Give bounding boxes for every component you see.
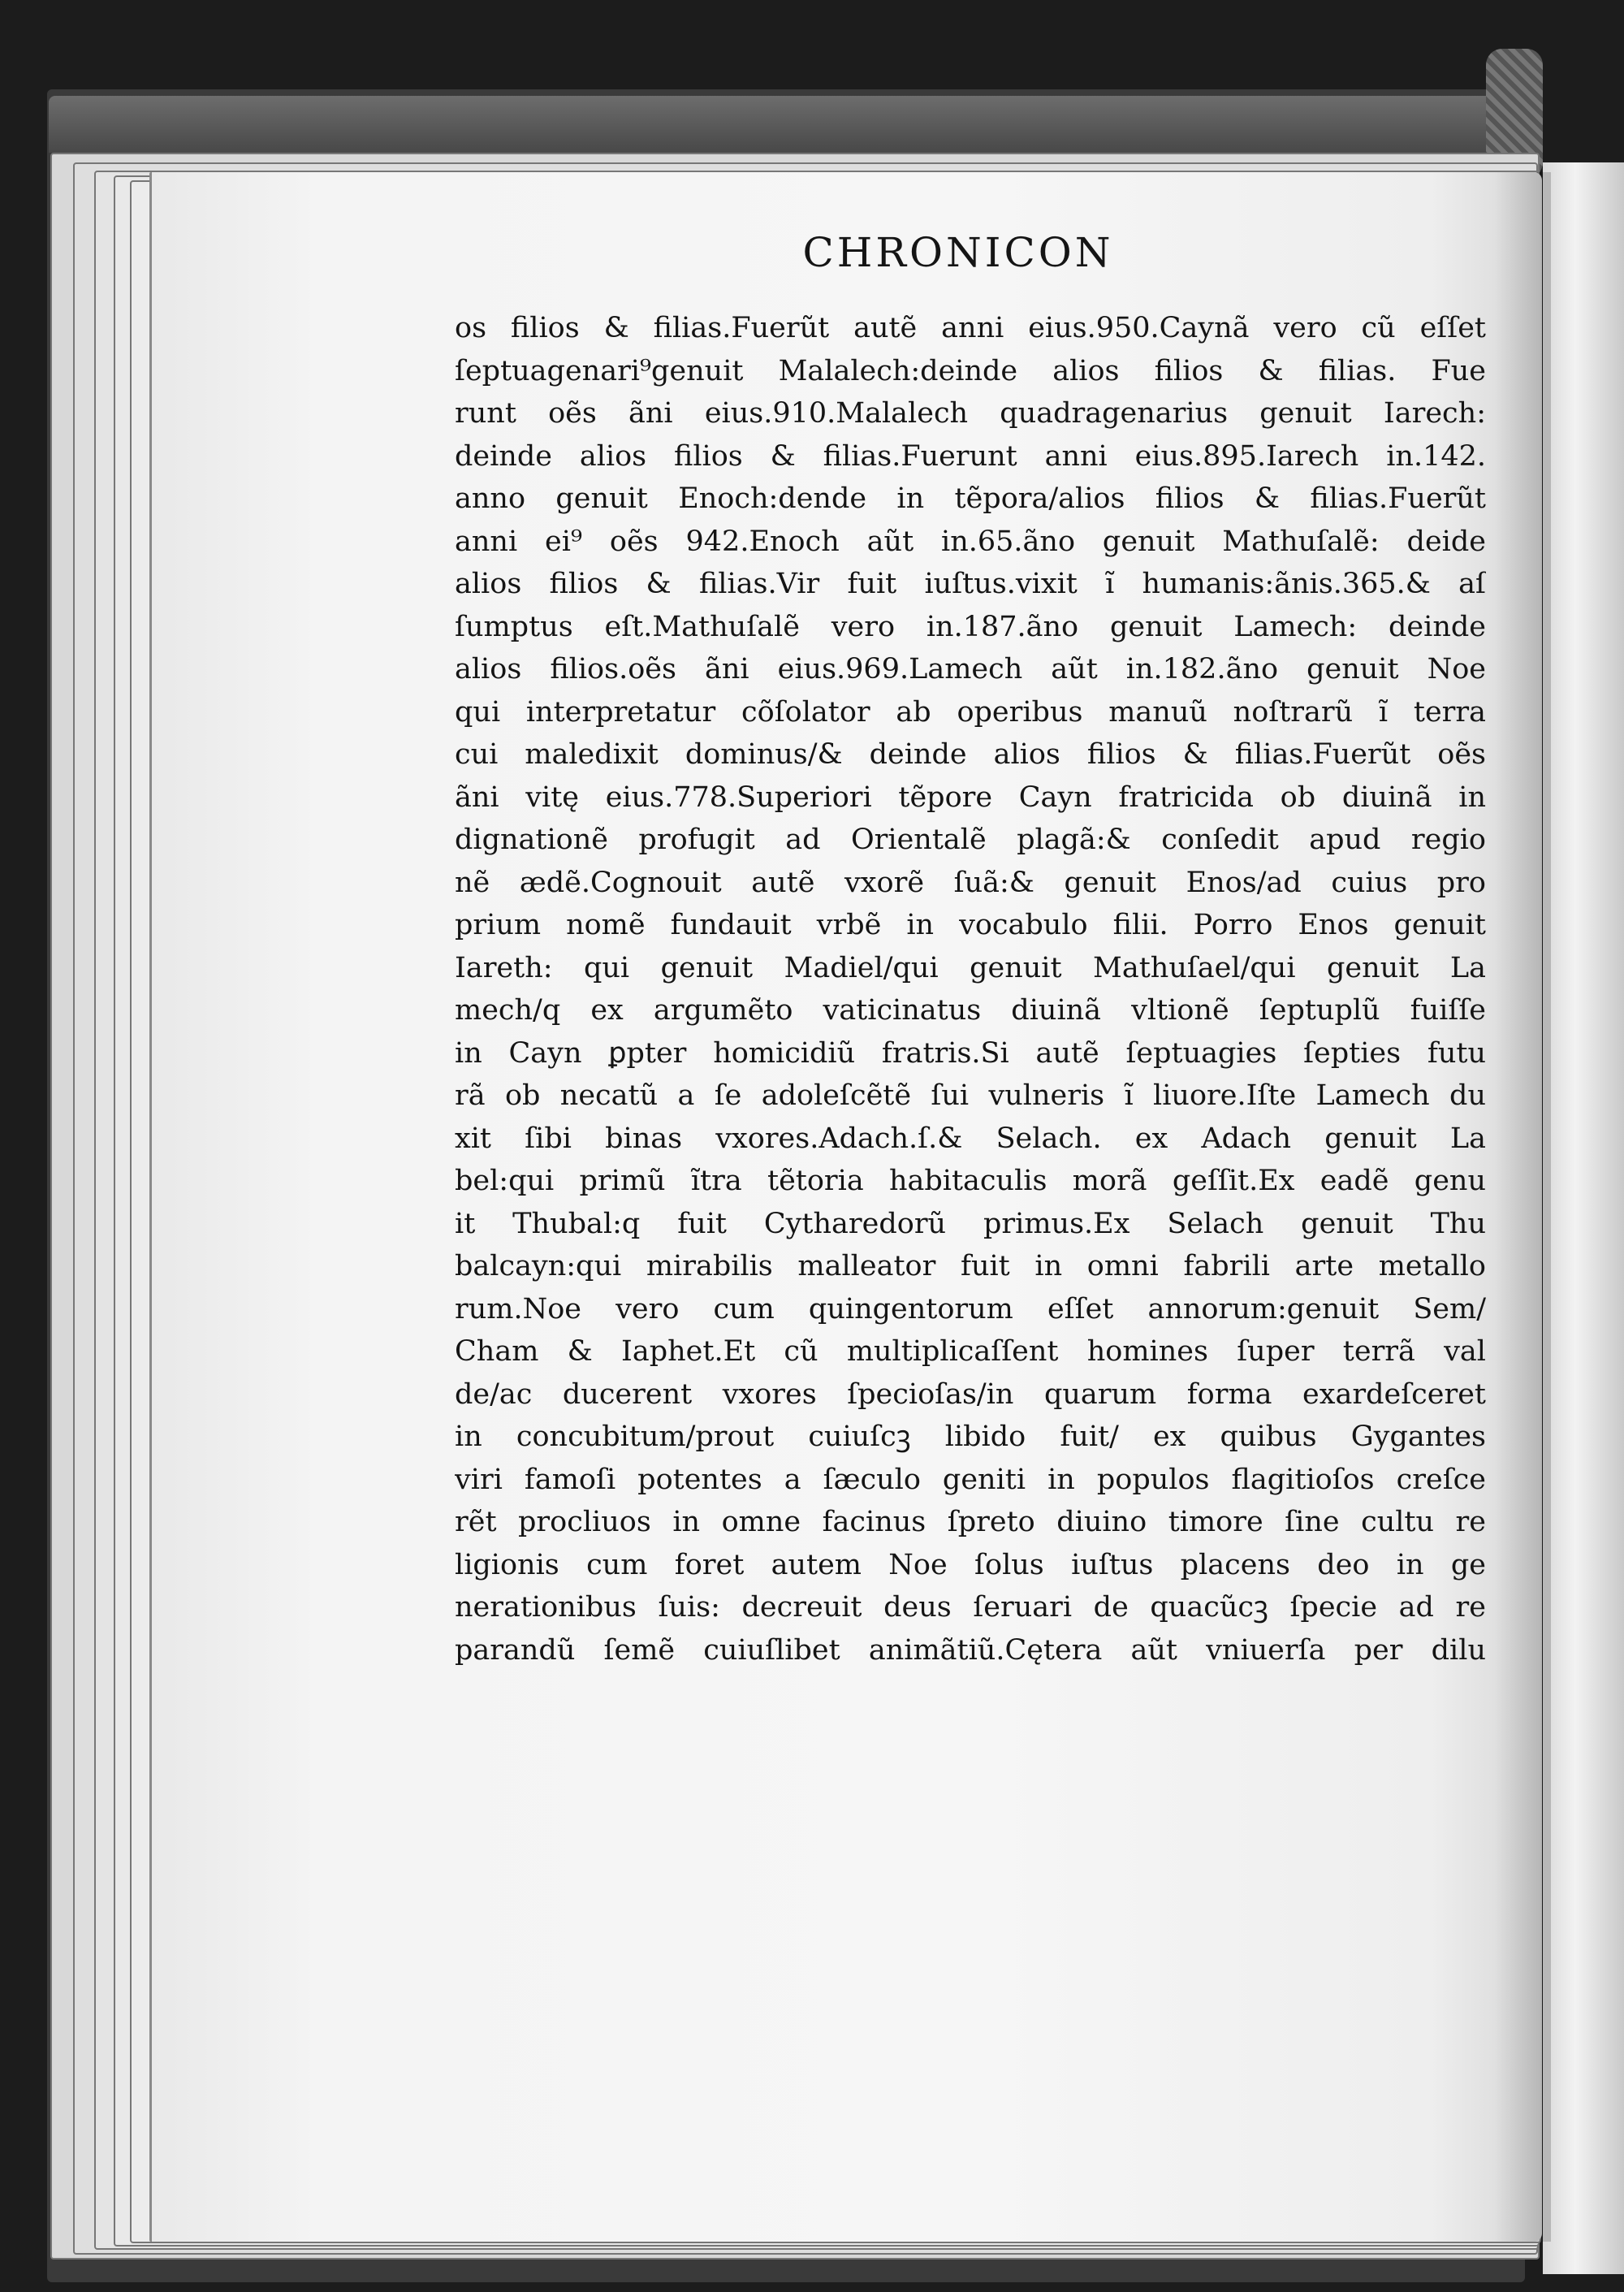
text-block <box>455 307 1486 1671</box>
text-line: balcayn:qui mirabilis malleator fuit in omni fabrili arte metallo <box>455 1250 1486 1282</box>
running-head: CHRONICON <box>802 229 1114 276</box>
text-line: cui maledixit dominus/& deinde alios filios & filias.Fuerũt oẽs <box>455 738 1486 771</box>
text-line: de/ac ducerent vxores ſpecioſas/in quarum forma exardeſceret <box>455 1377 1486 1411</box>
text-line: parandũ ſemẽ cuiuſlibet animãtiũ.Cętera aũt vniuerſa per dilu <box>455 1633 1486 1667</box>
text-line: os filios & filias.Fuerũt autẽ anni eius.950.Caynã vero cũ eſſet <box>455 312 1486 344</box>
text-line: viri famoſi potentes a ſæculo geniti in populos flagitioſos creſce <box>455 1463 1486 1496</box>
text-line: xit ſibi binas vxores.Adach.ſ.& Selach. ex Adach genuit La <box>455 1122 1486 1155</box>
text-line: bel:qui primũ ĩtra tẽtoria habitaculis morã geſſit.Ex eadẽ genu <box>455 1165 1486 1197</box>
book-cover-top-edge <box>49 96 1543 153</box>
text-line: in Cayn ꝑpter homicidiũ fratris.Si autẽ ſeptuagies ſepties futu <box>455 1036 1486 1070</box>
text-line: anno genuit Enoch:dende in tẽpora/alios filios & filias.Fuerũt <box>455 482 1486 515</box>
text-line: ſumptus eſt.Mathuſalẽ vero in.187.ãno genuit Lamech: deinde <box>455 610 1486 643</box>
text-line: dignationẽ profugit ad Orientalẽ plagã:& conſedit apud regio <box>455 824 1486 856</box>
text-line: runt oẽs ãni eius.910.Malalech quadragenarius genuit Iarech: <box>455 397 1486 430</box>
text-line: ãni vitę eius.778.Superiori tẽpore Cayn fratricida ob diuinã in <box>455 781 1486 814</box>
text-line: prium nomẽ fundauit vrbẽ in vocabulo filii. Porro Enos genuit <box>455 909 1486 941</box>
text-line: ligionis cum foret autem Noe ſolus iuſtus placens deo in ge <box>455 1548 1486 1581</box>
gutter-shadow <box>1494 172 1551 2242</box>
text-line: alios filios.oẽs ãni eius.969.Lamech aũt in.182.ãno genuit Noe <box>455 653 1486 685</box>
text-line: in concubitum/prout cuiuſcꝫ libido fuit/ ex quibus Gygantes <box>455 1421 1486 1453</box>
text-line: anni ei⁹ oẽs 942.Enoch aũt in.65.ãno genuit Mathuſalẽ: deide <box>455 525 1486 558</box>
text-line: Cham & Iaphet.Et cũ multiplicaſſent homines ſuper terrã val <box>455 1335 1486 1368</box>
text-line: nerationibus ſuis: decreuit deus ſeruari de quacũcꝫ ſpecie ad re <box>455 1591 1486 1624</box>
text-line: ſeptuagenari⁹genuit Malalech:deinde alios filios & filias. Fue <box>455 354 1486 387</box>
text-line: mech/q ex argumẽto vaticinatus diuinã vltionẽ ſeptuplũ fuiſſe <box>455 994 1486 1027</box>
text-line: qui interpretatur cõſolator ab operibus manuũ noſtrarũ ĩ terra <box>455 695 1486 729</box>
text-line: rum.Noe vero cum quingentorum eſſet annorum:genuit Sem/ <box>455 1292 1486 1325</box>
text-line: alios filios & filias.Vir fuit iuſtus.vixit ĩ humanis:ãnis.365.& aſ <box>455 568 1486 600</box>
text-line: nẽ ædẽ.Cognouit autẽ vxorẽ ſuã:& genuit Enos/ad cuius pro <box>455 866 1486 899</box>
facing-page-edge <box>1543 162 1624 2274</box>
text-line: it Thubal:q fuit Cytharedorũ primus.Ex Selach genuit Thu <box>455 1207 1486 1240</box>
text-line: Iareth: qui genuit Madiel/qui genuit Mathuſael/qui genuit La <box>455 951 1486 984</box>
text-line: rã ob necatũ a ſe adoleſcẽtẽ ſui vulneris ĩ liuore.Iſte Lamech du <box>455 1079 1486 1112</box>
text-line: rẽt procliuos in omne facinus ſpreto diuino timore ſine cultu re <box>455 1506 1486 1538</box>
text-line: deinde alios filios & filias.Fuerunt anni eius.895.Iarech in.142. <box>455 439 1486 473</box>
